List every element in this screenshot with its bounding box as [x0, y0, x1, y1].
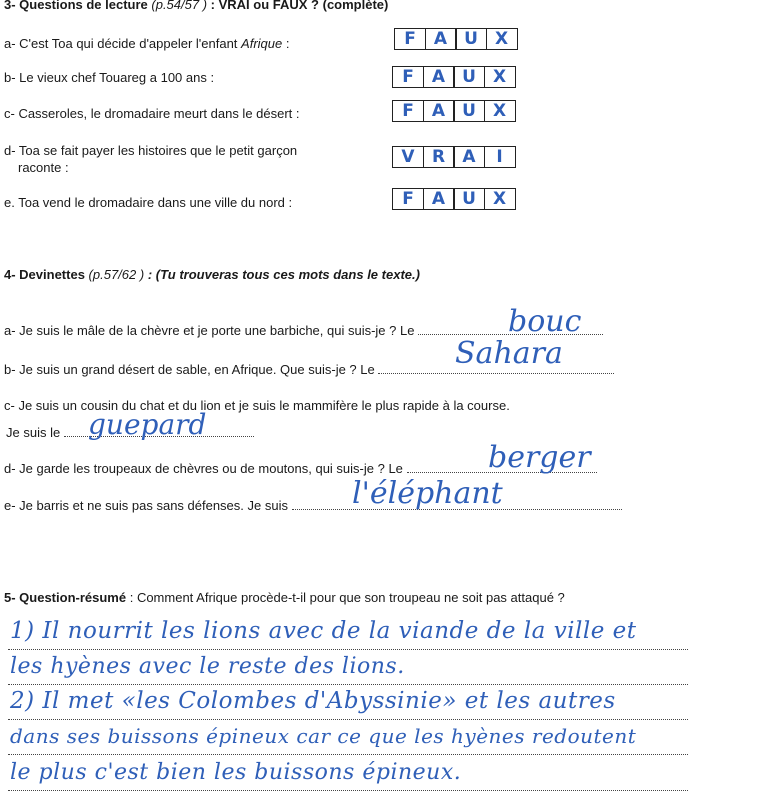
summary-answer-line-1: 1) Il nourrit les lions avec de la viande de la ville et [10, 618, 637, 644]
section-3-instruction: : VRAI ou FAUX ? (complète) [210, 0, 389, 12]
riddle-e-answer: l'éléphant [352, 476, 503, 511]
riddle-d-text: d- Je garde les troupeaux de chèvres ou de moutons, qui suis-je ? Le [4, 461, 403, 476]
question-d [4, 143, 297, 158]
section-3-heading [4, 0, 388, 12]
section-5-heading [4, 590, 565, 605]
answer-box: F [394, 28, 426, 50]
riddle-c-answer: guepard [88, 408, 207, 441]
section-4-instruction: : (Tu trouveras tous ces mots dans le texte.) [147, 267, 420, 282]
riddle-d-answer: berger [488, 440, 591, 475]
summary-answer-line-5: le plus c'est bien les buissons épineux. [10, 760, 462, 785]
answer-line [8, 684, 688, 685]
question-a-colon: : [282, 36, 290, 51]
riddle-c-line2-text: Je suis le [6, 425, 61, 440]
answer-box: U [453, 66, 485, 88]
riddle-e [4, 497, 622, 513]
section-3-title: 3- Questions de lecture [4, 0, 148, 12]
answer-line [8, 754, 688, 755]
answer-box: X [484, 66, 516, 88]
question-c [4, 106, 300, 121]
riddle-e-text: e- Je barris et ne suis pas sans défenses. Je suis [4, 498, 288, 513]
answer-box: U [453, 188, 485, 210]
answer-line [8, 719, 688, 720]
section-3-page-ref: (p.54/57 ) [151, 0, 208, 12]
riddle-a-answer: bouc [508, 304, 582, 339]
section-5-question: : Comment Afrique procède-t-il pour que son troupeau ne soit pas attaqué ? [129, 590, 565, 605]
question-a-text: a- C'est Toa qui décide d'appeler l'enfant [4, 36, 242, 51]
question-a [4, 36, 289, 51]
riddle-c-text: c- Je suis un cousin du chat et du lion et je suis le mammifère le plus rapide à la course. [4, 398, 510, 413]
answer-box: F [392, 188, 424, 210]
answer-line [8, 790, 688, 791]
answer-box: A [425, 28, 457, 50]
section-4-page-ref: (p.57/62 ) [88, 267, 145, 282]
answer-boxes-c [392, 100, 514, 122]
riddle-b-text: b- Je suis un grand désert de sable, en Afrique. Que suis-je ? Le [4, 362, 375, 377]
question-d-line2: raconte : [18, 160, 69, 175]
answer-boxes-d [392, 146, 514, 168]
section-4-heading [4, 267, 420, 282]
question-e-text: e. Toa vend le dromadaire dans une ville du nord : [4, 195, 293, 210]
answer-box: X [486, 28, 518, 50]
question-b-text: b- Le vieux chef Touareg a 100 ans : [4, 70, 215, 85]
answer-box: U [455, 28, 487, 50]
answer-boxes-e [392, 188, 514, 210]
answer-boxes-a [394, 28, 516, 50]
answer-line [8, 649, 688, 650]
summary-answer-line-3: 2) Il met «les Colombes d'Abyssinie» et les autres [10, 688, 616, 714]
answer-box: R [423, 146, 455, 168]
question-b [4, 70, 214, 85]
summary-answer-line-2: les hyènes avec le reste des lions. [10, 654, 405, 679]
question-d-text: d- Toa se fait payer les histoires que le petit garçon [4, 143, 298, 158]
question-a-italic: Afrique [241, 36, 283, 51]
answer-box: V [392, 146, 424, 168]
answer-box: U [453, 100, 485, 122]
riddle-a-text: a- Je suis le mâle de la chèvre et je porte une barbiche, qui suis-je ? Le [4, 323, 415, 338]
riddle-b-answer: Sahara [455, 336, 563, 371]
answer-box: F [392, 100, 424, 122]
answer-boxes-b [392, 66, 514, 88]
summary-answer-line-4: dans ses buissons épineux car ce que les hyènes redoutent [10, 724, 637, 748]
answer-box: X [484, 100, 516, 122]
answer-box: F [392, 66, 424, 88]
riddle-c [4, 398, 510, 413]
answer-box: A [423, 66, 455, 88]
question-e [4, 195, 292, 210]
question-c-text: c- Casseroles, le dromadaire meurt dans le désert : [4, 106, 300, 121]
answer-box: A [453, 146, 485, 168]
answer-box: X [484, 188, 516, 210]
section-4-title: 4- Devinettes [4, 267, 85, 282]
section-5-title: 5- Question-résumé [4, 590, 127, 605]
answer-box: A [423, 188, 455, 210]
answer-box: I [484, 146, 516, 168]
answer-box: A [423, 100, 455, 122]
